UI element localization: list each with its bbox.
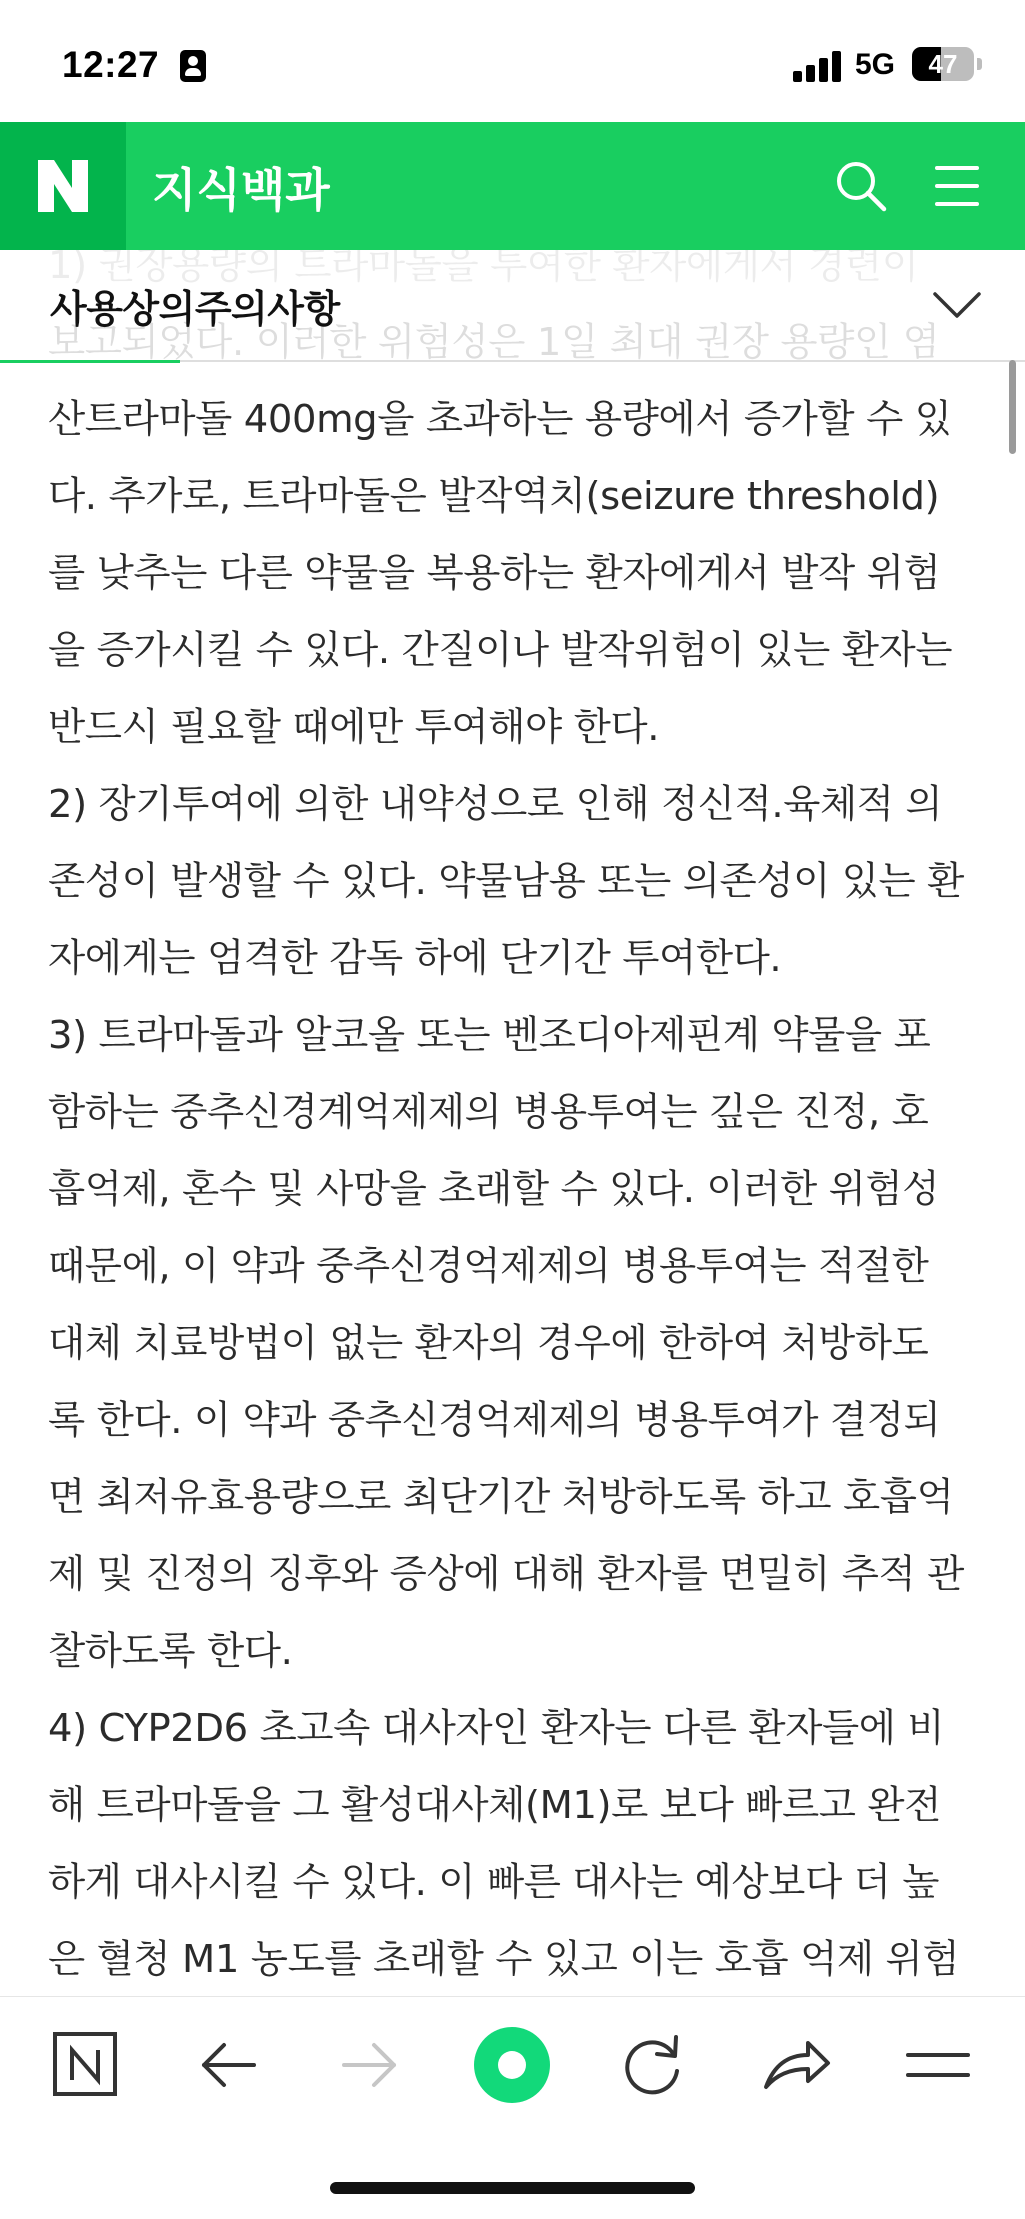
article-line: 흡억제, 혼수 및 사망을 초래할 수 있다. 이러한 위험성 bbox=[48, 1167, 939, 1212]
arrow-left-icon bbox=[188, 2025, 268, 2105]
article-line: 을 증가시킬 수 있다. 간질이나 발작위험이 있는 환자는 bbox=[48, 628, 953, 673]
naver-logo-button[interactable] bbox=[0, 122, 126, 250]
naver-n-logo-icon bbox=[36, 158, 90, 214]
section-header[interactable] bbox=[0, 250, 1025, 364]
article-line: 4) CYP2D6 초고속 대사자인 환자는 다른 환자들에 비 bbox=[48, 1706, 945, 1751]
signal-icon bbox=[793, 50, 841, 82]
article-line: 산트라마돌 400mg을 초과하는 용량에서 증가할 수 있 bbox=[48, 397, 952, 442]
article-body bbox=[48, 227, 988, 1998]
chevron-down-icon[interactable] bbox=[932, 290, 982, 320]
menu-icon[interactable] bbox=[935, 164, 979, 208]
share-icon bbox=[756, 2025, 836, 2105]
forward-button[interactable] bbox=[330, 2025, 410, 2105]
article-line: 존성이 발생할 수 있다. 약물남용 또는 의존성이 있는 환 bbox=[48, 859, 964, 904]
article-line: 록 한다. 이 약과 중추신경억제제의 병용투여가 결정되 bbox=[48, 1398, 941, 1443]
article-line: 대체 치료방법이 없는 환자의 경우에 한하여 처방하도 bbox=[48, 1321, 929, 1366]
article-line: 2) 장기투여에 의한 내약성으로 인해 정신적.육체적 의 bbox=[48, 782, 943, 827]
article-line: 자에게는 엄격한 감독 하에 단기간 투여한다. bbox=[48, 936, 782, 981]
network-type: 5G bbox=[855, 48, 896, 81]
article-line: 하게 대사시킬 수 있다. 이 빠른 대사는 예상보다 더 높 bbox=[48, 1860, 939, 1905]
article-line: 찰하도록 한다. bbox=[48, 1629, 293, 1674]
article-line: 은 혈청 M1 농도를 초래할 수 있고 이는 호흡 억제 위험 bbox=[48, 1937, 960, 1982]
article-line: 제 및 진정의 징후와 증상에 대해 환자를 면밀히 추적 관 bbox=[48, 1552, 964, 1597]
article-line: 반드시 필요할 때에만 투여해야 한다. bbox=[48, 705, 660, 750]
green-dot-icon bbox=[472, 2025, 552, 2105]
refresh-button[interactable] bbox=[612, 2025, 692, 2105]
battery-level: 47 bbox=[928, 49, 958, 79]
status-bar bbox=[0, 0, 1025, 122]
article-line: 3) 트라마돌과 알코올 또는 벤조디아제핀계 약물을 포 bbox=[48, 1013, 931, 1058]
share-button[interactable] bbox=[756, 2025, 836, 2105]
arrow-right-icon bbox=[330, 2025, 410, 2105]
naver-home-button[interactable] bbox=[46, 2025, 126, 2105]
scrollbar[interactable] bbox=[1009, 360, 1016, 454]
menu-button[interactable] bbox=[898, 2025, 978, 2105]
article-line: 함하는 중추신경계억제제의 병용투여는 깊은 진정, 호 bbox=[48, 1090, 929, 1135]
section-progress-bar bbox=[0, 360, 1025, 364]
article-line: 해 트라마돌을 그 활성대사체(M1)로 보다 빠르고 완전 bbox=[48, 1783, 942, 1828]
person-focus-icon bbox=[180, 50, 206, 82]
service-title[interactable]: 지식백과 bbox=[152, 163, 330, 217]
green-dot-button[interactable] bbox=[472, 2025, 552, 2105]
article-line: 때문에, 이 약과 중추신경억제제의 병용투여는 적절한 bbox=[48, 1244, 929, 1289]
article-line: 다. 추가로, 트라마돌은 발작역치(seizure threshold) bbox=[48, 474, 940, 519]
battery-tip bbox=[977, 58, 982, 70]
app-header bbox=[0, 122, 1025, 250]
home-indicator bbox=[330, 2182, 695, 2194]
article-line: 를 낮추는 다른 약물을 복용하는 환자에게서 발작 위험 bbox=[48, 551, 941, 596]
section-title: 사용상의주의사항 bbox=[50, 287, 340, 331]
article-line: 면 최저유효용량으로 최단기간 처방하도록 하고 호흡억 bbox=[48, 1475, 954, 1520]
battery-icon bbox=[912, 47, 974, 81]
naver-n-icon bbox=[46, 2025, 126, 2105]
hamburger-icon bbox=[898, 2025, 978, 2105]
status-time: 12:27 bbox=[62, 44, 160, 85]
refresh-icon bbox=[612, 2025, 692, 2105]
search-icon[interactable] bbox=[835, 160, 887, 212]
back-button[interactable] bbox=[188, 2025, 268, 2105]
